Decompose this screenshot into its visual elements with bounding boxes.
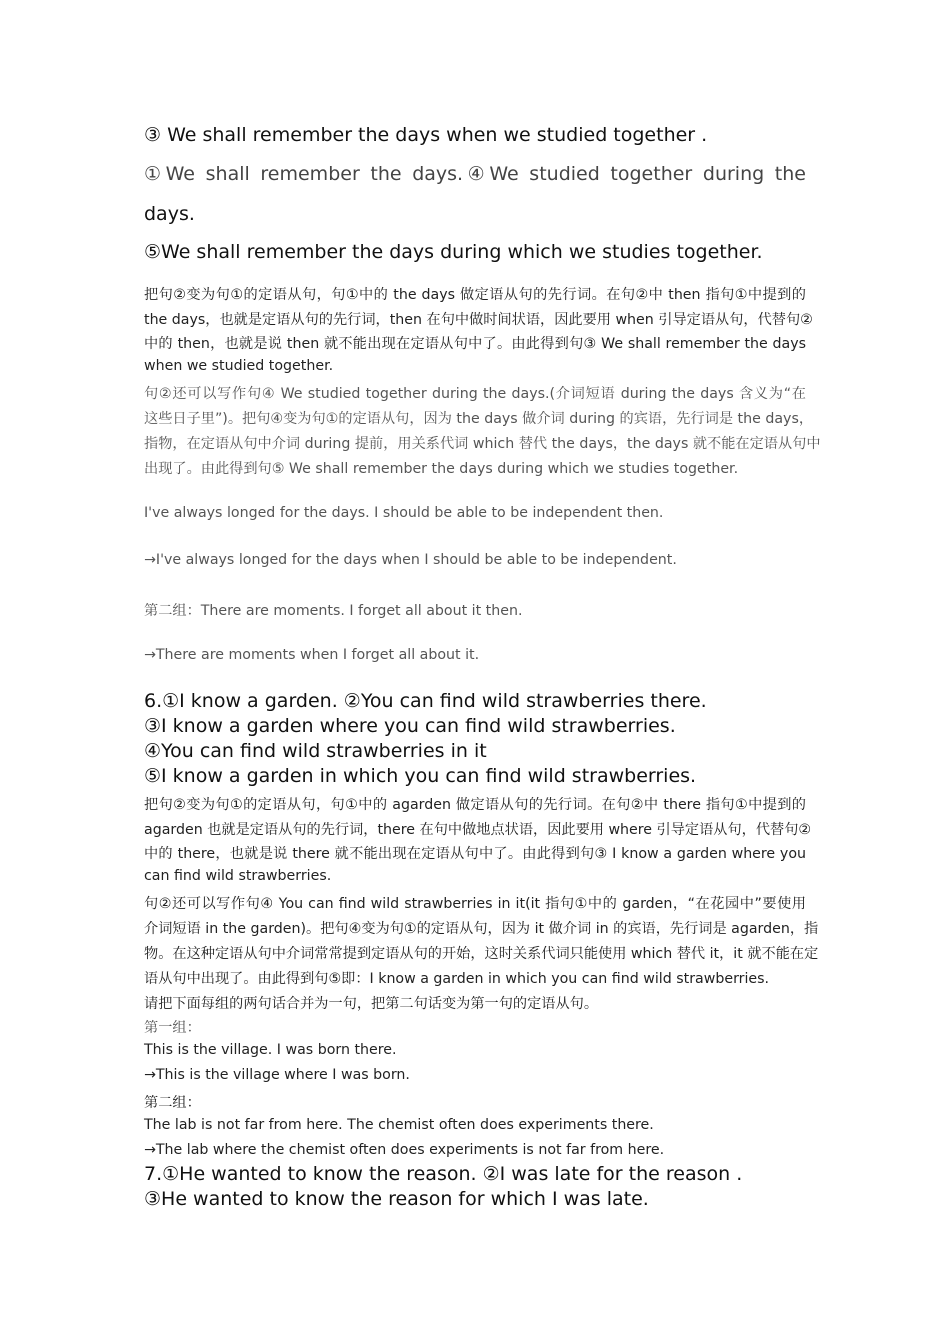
- exercise-line: →This is the village where I was born.: [144, 1067, 410, 1083]
- explanation-line: 中的 there，也就是说 there 就不能出现在定语从句中了。由此得到句③ I know a garden where you: [144, 846, 806, 862]
- explanation-line: 句②还可以写作句④ We studied together during the days.(介词短语 during the days 含义为“在: [144, 386, 806, 402]
- group-label: 第一组：: [144, 1020, 201, 1036]
- item-6-sentence: ③I know a garden where you can find wild strawberries.: [144, 715, 676, 737]
- sentence-5: ⑤We shall remember the days during which we studies together.: [144, 241, 763, 263]
- explanation-line: 出现了。由此得到句⑤ We shall remember the days during which we studies together.: [144, 461, 739, 477]
- example-line: →There are moments when I forget all about it.: [144, 647, 480, 663]
- item-6-sentence: ⑤I know a garden in which you can find wild strawberries.: [144, 765, 697, 787]
- explanation-line: 句②还可以写作句④ You can find wild strawberries in it(it 指句①中的 garden，“在花园中”要使用: [144, 896, 806, 912]
- sentence-3: ③ We shall remember the days when we studied together .: [144, 124, 708, 146]
- exercise-line: →The lab where the chemist often does experiments is not far from here.: [144, 1142, 665, 1158]
- exercise-line: This is the village. I was born there.: [144, 1042, 397, 1058]
- explanation-line: can find wild strawberries.: [144, 868, 332, 884]
- explanation-line: 指物，在定语从句中介词 during 提前，用关系代词 which 替代 the days，the days 就不能在定语从句中: [144, 436, 821, 452]
- explanation-line: 这些日子里”)。把句④变为句①的定语从句，因为 the days 做介词 during 的宾语，先行词是 the days，: [144, 411, 814, 427]
- item-7-sentence: ③He wanted to know the reason for which I was late.: [144, 1188, 649, 1210]
- explanation-line: when we studied together.: [144, 358, 334, 374]
- explanation-line: 把句②变为句①的定语从句，句①中的 agarden 做定语从句的先行词。在句②中 there 指句①中提到的: [144, 797, 806, 813]
- exercise-instruction: 请把下面每组的两句话合并为一句，把第二句话变为第一句的定语从句。: [144, 996, 599, 1012]
- explanation-line: 中的 then，也就是说 then 就不能出现在定语从句中了。由此得到句③ We shall remember the days: [144, 336, 806, 352]
- item-7-heading: 7.①He wanted to know the reason. ②I was late for the reason .: [144, 1163, 743, 1185]
- explanation-line: 语从句中出现了。由此得到句⑤即：I know a garden in which you can find wild strawberries.: [144, 971, 770, 987]
- sentence-1-4-cont: days.: [144, 203, 195, 225]
- explanation-line: 把句②变为句①的定语从句，句①中的 the days 做定语从句的先行词。在句②中 then 指句①中提到的: [144, 287, 806, 303]
- sentence-1-4: ①We shall remember the days.④We studied together during the: [144, 163, 806, 185]
- example-line: →I've always longed for the days when I should be able to be independent.: [144, 552, 677, 568]
- explanation-line: 物。在这种定语从句中介词常常提到定语从句的开始，这时关系代词只能使用 which 替代 it，it 就不能在定: [144, 946, 819, 962]
- group-label: 第二组：: [144, 1095, 201, 1111]
- example-line: I've always longed for the days. I should be able to be independent then.: [144, 505, 664, 521]
- example-line: 第二组：There are moments. I forget all about it then.: [144, 603, 523, 619]
- item-6-heading: 6.①I know a garden. ②You can find wild strawberries there.: [144, 690, 707, 712]
- explanation-line: agarden 也就是定语从句的先行词，there 在句中做地点状语，因此要用 where 引导定语从句，代替句②: [144, 822, 812, 838]
- item-6-sentence: ④You can find wild strawberries in it: [144, 740, 487, 762]
- explanation-line: 介词短语 in the garden)。把句④变为句①的定语从句，因为 it 做介词 in 的宾语，先行词是 agarden，指: [144, 921, 819, 937]
- explanation-line: the days，也就是定语从句的先行词，then 在句中做时间状语，因此要用 when 引导定语从句，代替句②: [144, 312, 813, 328]
- exercise-line: The lab is not far from here. The chemist often does experiments there.: [144, 1117, 654, 1133]
